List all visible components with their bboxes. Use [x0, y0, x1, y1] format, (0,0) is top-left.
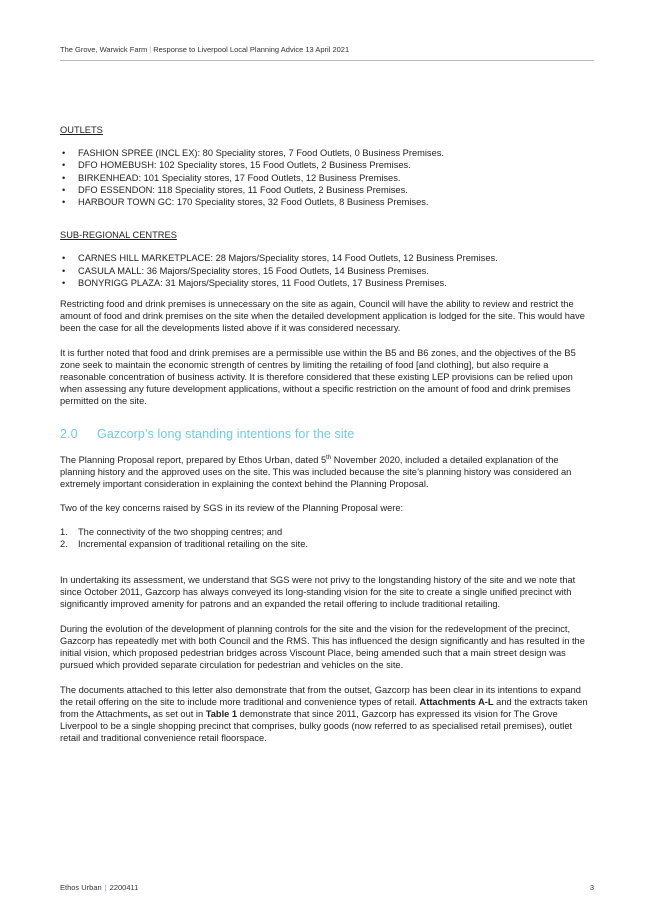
paragraph-evolution: During the evolution of the development of planning controls for the site and the vision for the redevelopment of the precinct, Gazcorp has repeatedly met with both Council and the RMS. This has influenced the design significantly and has resulted in the initial vision, which proposed pedestrian bridges across Viscount Place, being amended such that a main street design was pursued which provided separate circulation for pedestrian and vehicles on the site.	[60, 623, 585, 671]
page-header	[60, 45, 594, 54]
footer-company: Ethos Urban	[60, 883, 102, 892]
list-item: • BONYRIGG PLAZA: 31 Majors/Speciality stores, 11 Food Outlets, 17 Business Premises.	[60, 277, 594, 289]
sub-regional-list	[60, 252, 594, 289]
sub-regional-heading: SUB-REGIONAL CENTRES	[60, 230, 177, 241]
paragraph-key-concerns: Two of the key concerns raised by SGS in its review of the Planning Proposal were:	[60, 503, 404, 514]
concerns-list	[60, 526, 594, 550]
list-item: • DFO ESSENDON: 118 Speciality stores, 11 Food Outlets, 2 Business Premises.	[60, 184, 594, 196]
paragraph-food-restriction: Restricting food and drink premises is unnecessary on the site as again, Council will have the ability to review and restrict the amount of food and drink premises on the site when the detailed development application is lodged for the site. This would have been the case for all the developments listed above if it was considered necessary.	[60, 299, 585, 334]
list-item: • HARBOUR TOWN GC: 170 Speciality stores, 32 Food Outlets, 8 Business Premises.	[60, 196, 594, 208]
list-item: • BIRKENHEAD: 101 Speciality stores, 17 Food Outlets, 12 Business Premises.	[60, 172, 594, 184]
header-project: The Grove, Warwick Farm	[60, 45, 148, 54]
list-item: • FASHION SPREE (INCL EX): 80 Speciality stores, 7 Food Outlets, 0 Business Premises.	[60, 147, 594, 159]
outlets-list	[60, 147, 594, 208]
page-number: 3	[589, 883, 594, 892]
paragraph-attachments: The documents attached to this letter also demonstrate that from the outset, Gazcorp has been clear in its intentions to expand the retail offering on the site to include more traditional and convenience types of retail. Attachments A-L and the extracts taken from the Attachments, as set out in Table 1 demonstrate that since 2011, Gazcorp has expressed its vision for The Grove Liverpool to be a single shopping precinct that comprises, bulky goods (now referred to as specialised retail premises), outlet retail and traditional convenience retail floorspace.	[60, 684, 588, 744]
section-title: Gazcorp’s long standing intentions for the site	[97, 426, 355, 441]
list-item: • CASULA MALL: 36 Majors/Speciality stores, 15 Food Outlets, 14 Business Premises.	[60, 265, 594, 277]
footer-reference: 2200411	[109, 883, 139, 892]
paragraph-sgs-assessment: In undertaking its assessment, we understand that SGS were not privy to the longstanding history of the site and we note that since October 2011, Gazcorp has always conveyed its long-standing vision for the site to create a single unified precinct with significantly improved amenity for patrons and an expanded the retail offering to include traditional retailing.	[60, 575, 576, 610]
list-item: • CARNES HILL MARKETPLACE: 28 Majors/Speciality stores, 14 Food Outlets, 12 Business Premises.	[60, 252, 594, 264]
page-content	[60, 124, 594, 757]
list-item: 1. The connectivity of the two shopping centres; and	[60, 526, 283, 537]
header-document-title: Response to Liverpool Local Planning Advice 13 April 2021	[153, 45, 350, 54]
paragraph-planning-proposal: The Planning Proposal report, prepared by Ethos Urban, dated 5th November 2020, included a detailed explanation of the planning history and the approved uses on the site. This was included because the site’s planning history was considered an extremely important consideration in explaining the context behind the Planning Proposal.	[60, 454, 572, 490]
outlets-heading: OUTLETS	[60, 125, 103, 135]
header-separator: |	[149, 45, 152, 54]
list-item: 2. Incremental expansion of traditional retailing on the site.	[60, 538, 308, 549]
section-number: 2.0	[60, 426, 78, 441]
list-item: • DFO HOMEBUSH: 102 Speciality stores, 15 Food Outlets, 2 Business Premises.	[60, 159, 594, 171]
paragraph-permissible-use: It is further noted that food and drink premises are a permissible use within the B5 and B6 zones, and the objectives of the B5 zone seek to maintain the economic strength of centres by limiting the retailing of food [and clothing], but also require a reasonable concentration of business activity. It is therefore considered that these existing LEP provisions can be relied upon when assessing any future development applications, without a specific restriction on the amount of food and drink premises permitted on the site.	[60, 347, 576, 407]
page-footer	[60, 883, 138, 892]
footer-separator: |	[104, 883, 107, 892]
section-heading	[60, 428, 594, 440]
header-rule	[60, 60, 594, 61]
